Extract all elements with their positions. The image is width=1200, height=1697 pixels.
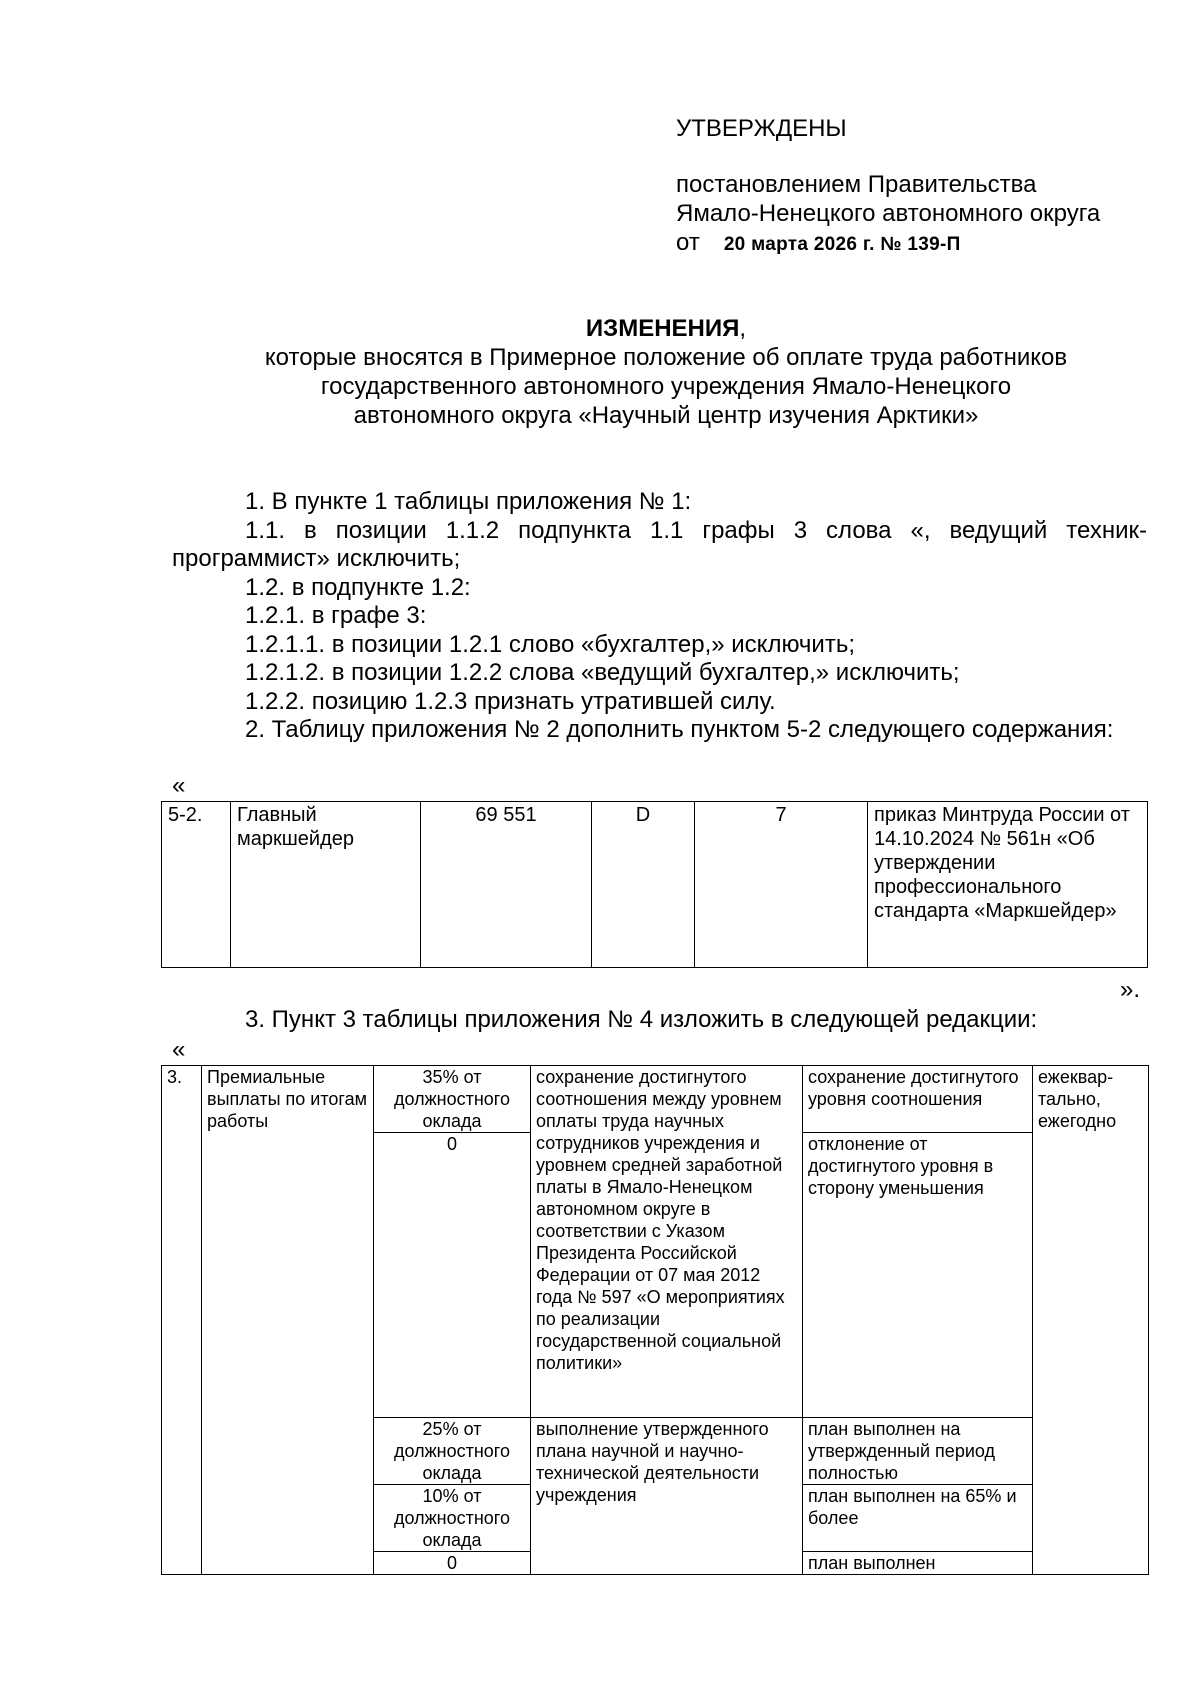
paragraph: 1.2.2. позицию 1.2.3 признать утратившей силу. bbox=[245, 687, 776, 715]
approval-line-2: Ямало-Ненецкого автономного округа bbox=[676, 200, 1101, 227]
title-line-3: автономного округа «Научный центр изучения Арктики» bbox=[353, 402, 979, 429]
title-line-1: которые вносятся в Примерное положение об оплате труда работников bbox=[264, 344, 1068, 371]
body-text bbox=[172, 488, 1147, 745]
document-title bbox=[0, 314, 1200, 430]
paragraph: 1.2.1.1. в позиции 1.2.1 слово «бухгалтер,» исключить; bbox=[245, 630, 855, 658]
cell-basis: приказ Минтруда России от 14.10.2024 № 561н «Об утверждении профессионального стандарта «Маркшейдер» bbox=[868, 802, 1148, 968]
cell-salary: 69 551 bbox=[421, 802, 592, 968]
title-main: ИЗМЕНЕНИЯ bbox=[585, 315, 740, 342]
cell-criterion-1: сохранение достигнутого соотношения между уровнем оплаты труда научных сотрудников учреждения и уровнем средней заработной платы в Ямало-Ненецком автономном округе в соответствии с Указом Президента Российской Федерации от 07 мая 2012 года № 597 «О мероприятиях по реализации государственной социальной политики» bbox=[531, 1066, 803, 1418]
paragraph: 1. В пункте 1 таблицы приложения № 1: bbox=[245, 488, 692, 515]
quote-open-2: « bbox=[172, 1036, 186, 1063]
cell-group: D bbox=[592, 802, 695, 968]
approval-date-prefix: от bbox=[676, 229, 700, 256]
cell-amount-0b: 0 bbox=[374, 1552, 531, 1575]
cell-amount-0a: 0 bbox=[374, 1133, 531, 1418]
approval-block bbox=[676, 114, 1100, 259]
approval-heading: УТВЕРЖДЕНЫ bbox=[676, 115, 847, 142]
cell-position: Главный маркшейдер bbox=[231, 802, 421, 968]
cell-condition-1a: сохранение достигнутого уровня соотношения bbox=[803, 1066, 1033, 1133]
quote-close: ». bbox=[1120, 976, 1141, 1003]
approval-line-1: постановлением Правительства bbox=[676, 171, 1037, 198]
cell-num: 3. bbox=[162, 1066, 202, 1575]
title-line-2: государственного автономного учреждения Ямало-Ненецкого bbox=[320, 373, 1012, 400]
paragraph: 2. Таблицу приложения № 2 дополнить пунктом 5-2 следующего содержания: bbox=[245, 716, 1114, 743]
cell-criterion-2: выполнение утвержденного плана научной и научно-технической деятельности учреждения bbox=[531, 1418, 803, 1575]
paragraph: 1.2. в подпункте 1.2: bbox=[245, 573, 471, 601]
cell-condition-1b: отклонение от достигнутого уровня в сторону уменьшения bbox=[803, 1133, 1033, 1418]
table-appendix-4 bbox=[161, 1065, 1149, 1575]
approval-date-value: 20 марта 2026 г. № 139-П bbox=[723, 234, 961, 255]
title-comma: , bbox=[739, 315, 747, 342]
cell-period: ежеквар-тально, ежегодно bbox=[1033, 1066, 1149, 1575]
paragraph: 1.1. в позиции 1.1.2 подпункта 1.1 графы 3 слова «, ведущий техник-программист» исключить; bbox=[172, 516, 1147, 572]
cell-name: Премиальные выплаты по итогам работы bbox=[202, 1066, 374, 1575]
table-row bbox=[162, 1066, 1149, 1133]
approval-date-line bbox=[676, 228, 1100, 259]
paragraph: 1.2.1.2. в позиции 1.2.2 слова «ведущий бухгалтер,» исключить; bbox=[245, 659, 960, 686]
cell-condition-2b: план выполнен на 65% и более bbox=[803, 1485, 1033, 1552]
cell-num: 5-2. bbox=[162, 802, 231, 968]
table-appendix-2 bbox=[161, 801, 1148, 968]
cell-level: 7 bbox=[695, 802, 868, 968]
table-row bbox=[162, 802, 1148, 968]
cell-condition-2c: план выполнен bbox=[803, 1552, 1033, 1575]
paragraph-3: 3. Пункт 3 таблицы приложения № 4 изложить в следующей редакции: bbox=[245, 1006, 1038, 1033]
cell-amount-35: 35% от должностного оклада bbox=[374, 1066, 531, 1133]
cell-amount-10: 10% от должностного оклада bbox=[374, 1485, 531, 1552]
cell-condition-2a: план выполнен на утвержденный период полностью bbox=[803, 1418, 1033, 1485]
cell-amount-25: 25% от должностного оклада bbox=[374, 1418, 531, 1485]
paragraph: 1.2.1. в графе 3: bbox=[245, 602, 427, 629]
quote-open-1: « bbox=[172, 772, 186, 799]
